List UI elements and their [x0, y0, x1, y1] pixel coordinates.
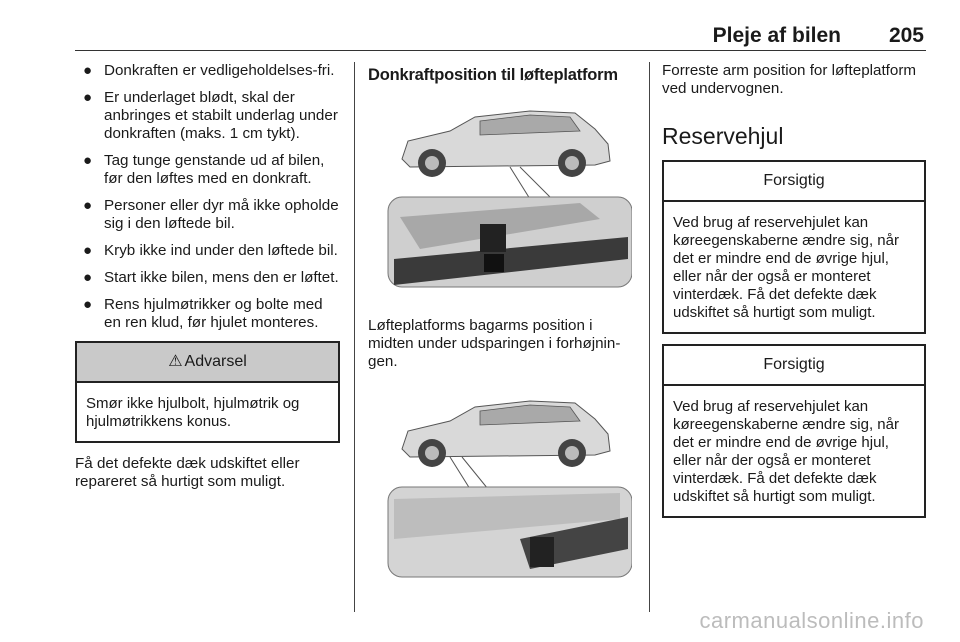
bullet-icon: ●	[83, 269, 93, 286]
bullet-icon: ●	[83, 62, 93, 79]
list-item: ● Donkraften er vedligeholdelses-fri.	[83, 62, 335, 79]
caution-title: Forsigtig	[664, 346, 924, 386]
lift-front-illustration	[380, 389, 632, 579]
bullet-icon: ●	[83, 89, 93, 106]
warning-title: ⚠ Advarsel	[77, 343, 338, 383]
list-item: ● Er underlaget blødt, skal der anbringes et stabilt underlag under donkraften (maks. 1 cm tykt).	[83, 89, 338, 142]
illustration-caption: Løfteplatforms bagarms position i midten under udsparingen i forhøjnin-gen.	[368, 317, 621, 370]
caution-box-2	[662, 344, 926, 518]
watermark: carmanualsonline.info	[699, 608, 924, 633]
page-header	[75, 0, 926, 51]
caution-title: Forsigtig	[664, 162, 924, 202]
column-divider-1	[354, 62, 355, 612]
column-3	[662, 62, 926, 518]
list-item: ● Start ikke bilen, mens den er løftet.	[83, 269, 339, 286]
column-1	[75, 62, 340, 491]
precaution-list	[75, 62, 340, 332]
warning-body: Smør ikke hjulbolt, hjulmøtrik og hjulmøtrikkens konus.	[86, 395, 300, 430]
section-title-reservehjul: Reservehjul	[662, 123, 784, 149]
bullet-icon: ●	[83, 296, 93, 313]
section-title: Donkraftposition til løfteplatform	[368, 66, 618, 84]
page-number: 205	[888, 24, 924, 47]
caution-box-1	[662, 160, 926, 334]
column-divider-2	[649, 62, 650, 612]
lift-rear-illustration	[380, 99, 632, 289]
intro-text: Forreste arm position for løfteplatform ved undervognen.	[662, 62, 917, 97]
list-item: ● Tag tunge genstande ud af bilen, før den løftes med en donkraft.	[83, 152, 325, 187]
closing-text: Få det defekte dæk udskiftet eller repareret så hurtigt som muligt.	[75, 455, 300, 490]
bullet-icon: ●	[83, 152, 93, 169]
list-item: ● Kryb ikke ind under den løftede bil.	[83, 242, 338, 259]
caution-body: Ved brug af reservehjulet kan køreegenskaberne ændre sig, når det er mindre end de øvrige hjul, eller når der også er monteret vinterdæk. Få det defekte dæk udskiftet så hurtigt som muligt.	[673, 398, 899, 505]
caution-body: Ved brug af reservehjulet kan køreegenskaberne ændre sig, når det er mindre end de øvrige hjul, eller når der også er monteret vinterdæk. Få det defekte dæk udskiftet så hurtigt som muligt.	[673, 214, 899, 321]
warning-box	[75, 341, 340, 443]
list-item: ● Personer eller dyr må ikke opholde sig i den løftede bil.	[83, 197, 339, 232]
page-title: Pleje af bilen	[712, 24, 841, 47]
bullet-icon: ●	[83, 242, 93, 259]
bullet-icon: ●	[83, 197, 93, 214]
list-item: ● Rens hjulmøtrikker og bolte med en ren klud, før hjulet monteres.	[83, 296, 323, 331]
column-2	[368, 62, 636, 579]
warning-triangle-icon: ⚠	[168, 353, 183, 370]
